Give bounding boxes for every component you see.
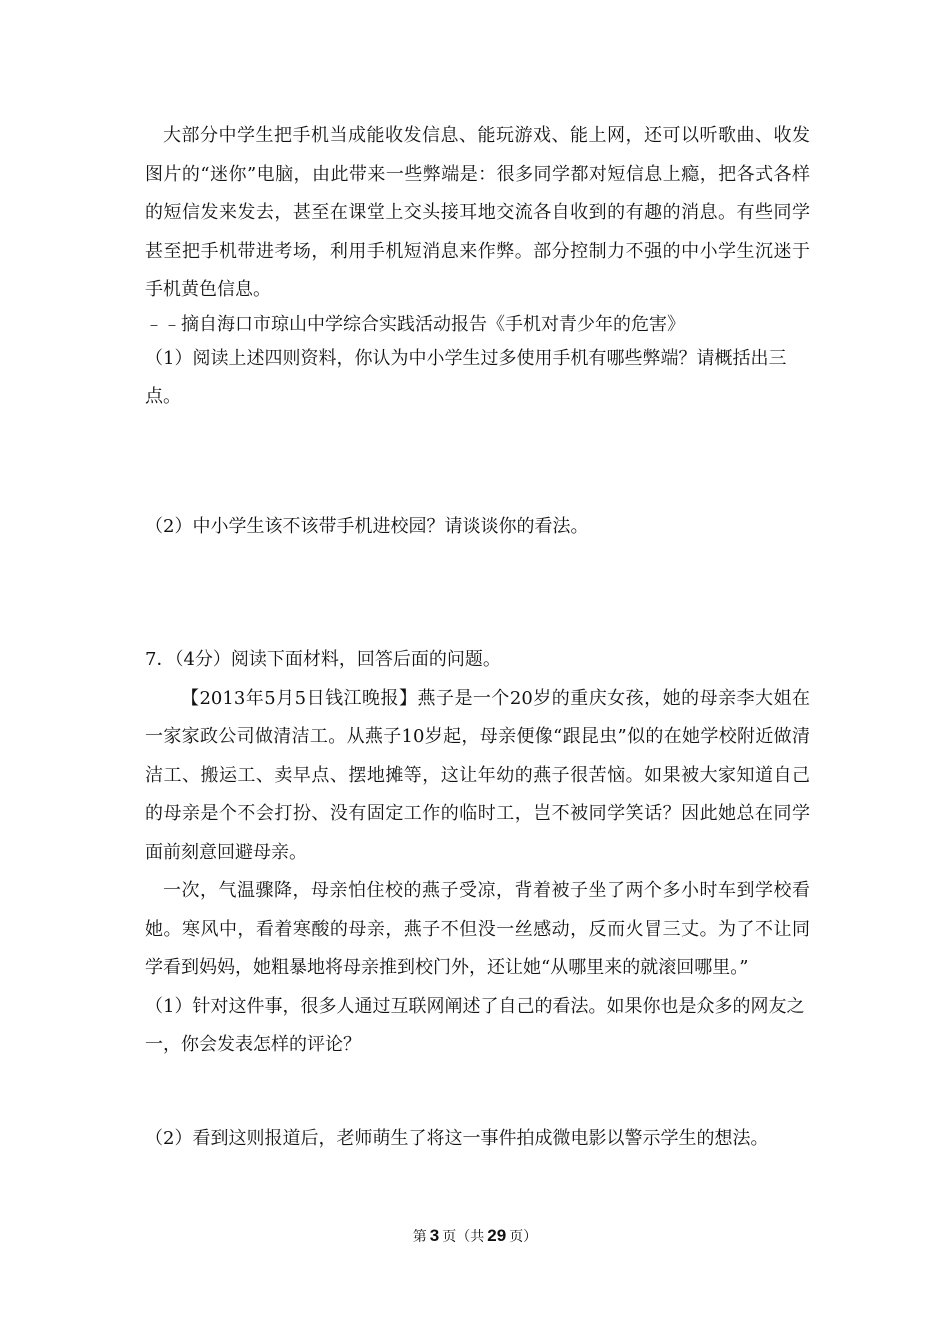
answer-space bbox=[145, 546, 810, 641]
document-body bbox=[145, 117, 810, 1158]
material-source: ﹣﹣摘自海口市琼山中学综合实践活动报告《手机对青少年的危害》 bbox=[145, 313, 685, 335]
question-6-part-2: （2）中小学生该不该带手机进校园？请谈谈你的看法。 bbox=[145, 515, 589, 537]
question-7-heading: 7．（4分）阅读下面材料，回答后面的问题。 bbox=[145, 649, 501, 670]
question-6-part-1: （1）阅读上述四则资料，你认为中小学生过多使用手机有哪些弊端？请概括出三点。 bbox=[145, 347, 787, 407]
news-paragraph-1: 【2013年5月5日钱江晚报】燕子是一个20岁的重庆女孩，她的母亲李大姐在一家家政公司做清洁工。从燕子10岁起，母亲便像“跟昆虫”似的在她学校附近做清洁工、搬运工、卖早点、摆地摊等，这让年幼的燕子很苦恼。如果被大家知道自己的母亲是个不会打扮、没有固定工作的临时工，岂不被同学笑话？因此她总在同学面前刻意回避母亲。 bbox=[145, 687, 810, 863]
total-page-count: 29 bbox=[487, 1226, 507, 1245]
footer-suffix: 页） bbox=[509, 1229, 538, 1245]
question-7-part-1: （1）针对这件事，很多人通过互联网阐述了自己的看法。如果你也是众多的网友之一，你会发表怎样的评论？ bbox=[145, 995, 805, 1055]
footer-prefix: 第 bbox=[412, 1229, 427, 1245]
answer-space bbox=[145, 417, 810, 508]
answer-space bbox=[145, 1065, 810, 1120]
news-paragraph-2: 一次，气温骤降，母亲怕住校的燕子受凉，背着被子坐了两个多小时车到学校看她。寒风中，看着寒酸的母亲，燕子不但没一丝感动，反而火冒三丈。为了不让同学看到妈妈，她粗暴地将母亲推到校门外，还让她“从哪里来的就滚回哪里。” bbox=[145, 880, 810, 978]
page-footer bbox=[0, 1226, 950, 1246]
question-7-part-2: （2）看到这则报道后，老师萌生了将这一事件拍成微电影以警示学生的想法。 bbox=[145, 1127, 769, 1149]
current-page-number: 3 bbox=[429, 1226, 440, 1245]
footer-middle: 页（共 bbox=[442, 1229, 485, 1245]
material-paragraph: 大部分中学生把手机当成能收发信息、能玩游戏、能上网，还可以听歌曲、收发图片的“迷你”电脑，由此带来一些弊端是：很多同学都对短信息上瘾，把各式各样的短信发来发去，甚至在课堂上交头接耳地交流各自收到的有趣的消息。有些同学甚至把手机带进考场，利用手机短消息来作弊。部分控制力不强的中小学生沉迷于手机黄色信息。 bbox=[145, 125, 810, 300]
